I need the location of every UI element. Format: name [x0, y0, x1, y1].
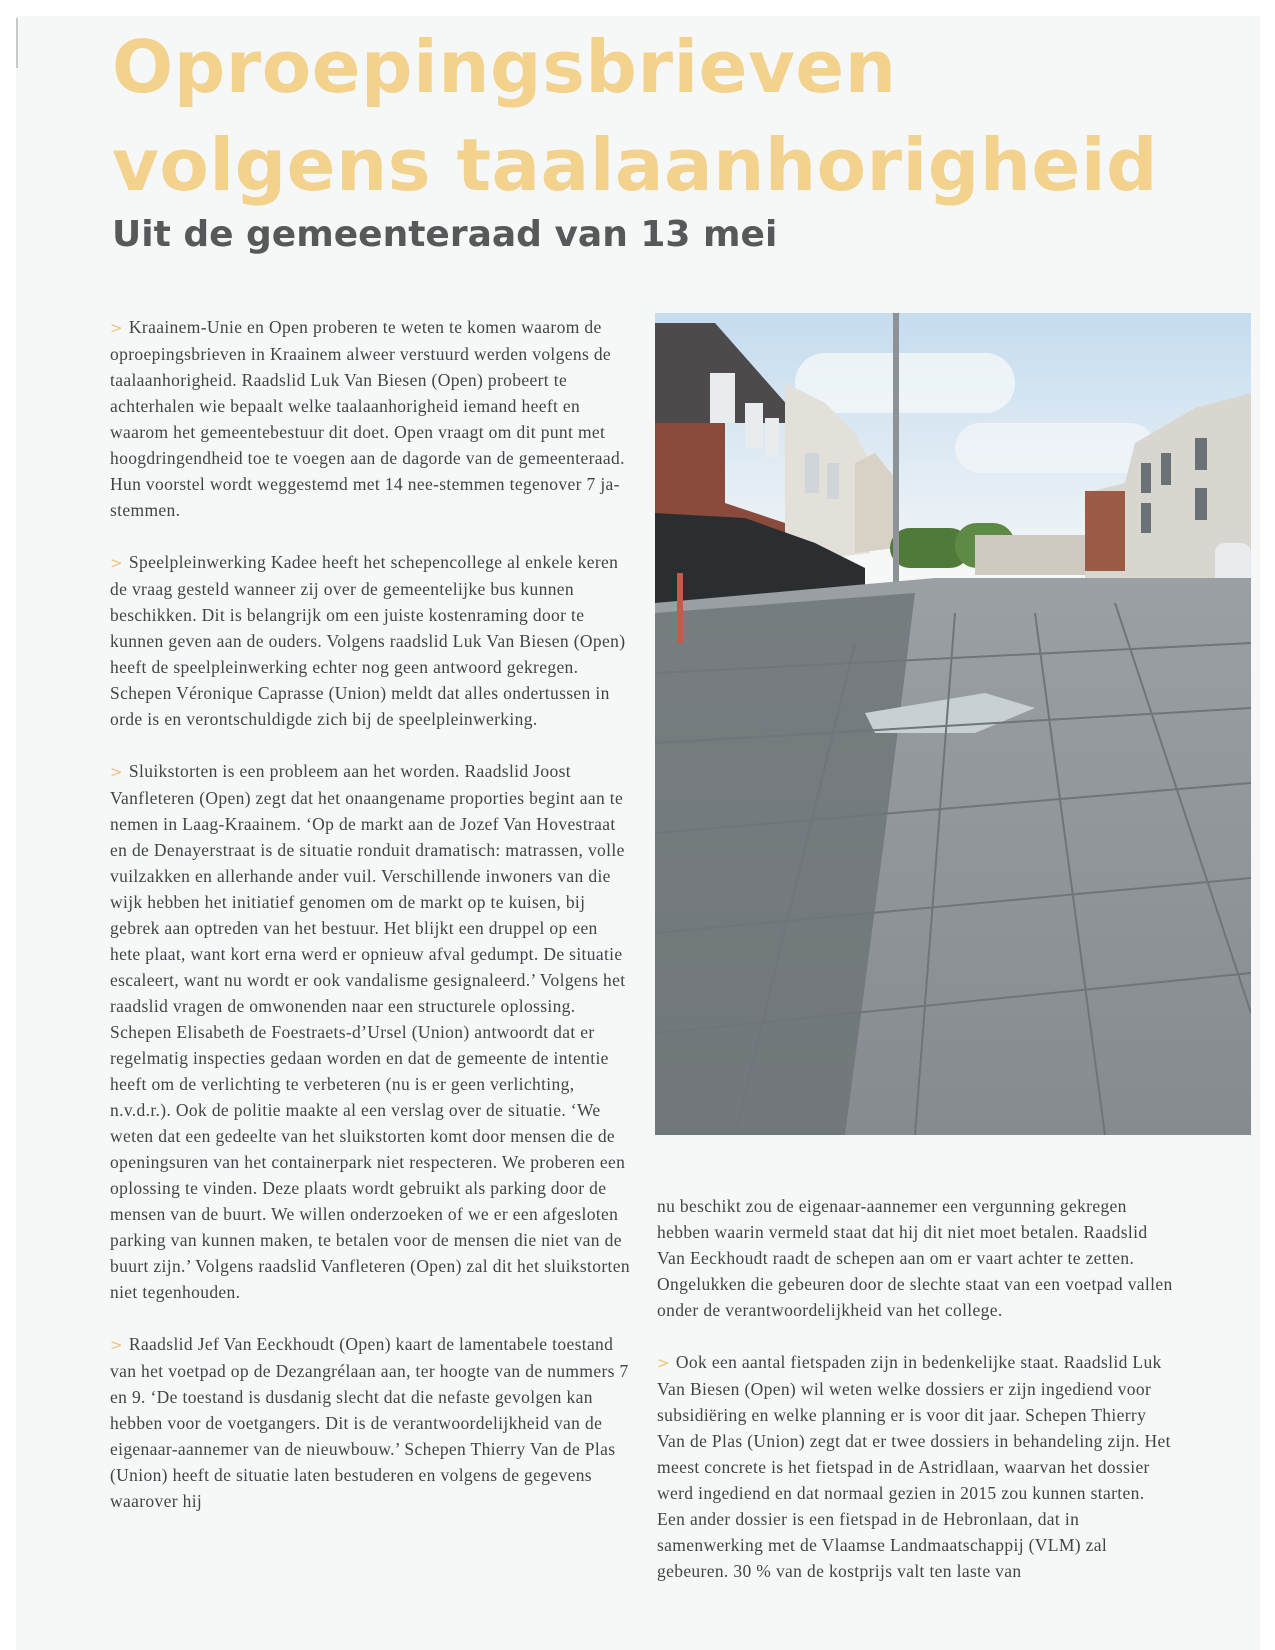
paragraph-text: Raadslid Jef Van Eeckhoudt (Open) kaart de lamentabele toestand van het voetpad op de Dezangrélaan aan, ter hoogte van de nummers 7 en 9. ‘De toestand is dusdanig slecht dat die nefaste gevolgen kan hebben voor de voetgangers. Dit is de verantwoordelijkheid van de eigenaar-aannemer van de nieuwbouw.’ Schepen Thierry Van de Plas (Union) heeft de situatie laten bestuderen en volgens de gegevens waarover hij	[110, 1334, 629, 1511]
paragraph-text: Ook een aantal fietspaden zijn in bedenkelijke staat. Raadslid Luk Van Biesen (Open) wil weten welke dossiers er zijn ingediend voor subsidiëring en welke planning er is voor dit jaar. Schepen Thierry Van de Plas (Union) zegt dat er twee dossiers in behandeling zijn. Het meest concrete is het fietspad in de Astridlaan, waarvan het dossier werd ingediend en dat normaal gezien in 2015 zou kunnen starten. Een ander dossier is een fietspad in de Hebronlaan, dat in samenwerking met de Vlaamse Landmaatschappij (VLM) zal gebeuren. 30 % van de kostprijs valt ten laste van	[657, 1352, 1171, 1581]
cloud	[795, 353, 1015, 413]
window	[745, 403, 763, 448]
article-subtitle: Uit de gemeenteraad van 13 mei	[112, 214, 778, 255]
paragraph-fietspaden	[657, 1349, 1177, 1584]
paragraph-marker-icon: >	[110, 554, 123, 572]
paragraph-marker-icon: >	[110, 763, 123, 781]
street-photo-illustration	[655, 313, 1251, 1135]
paragraph-oproepingsbrieven	[110, 314, 630, 523]
distant-houses	[975, 535, 1095, 575]
window	[1195, 488, 1207, 520]
title-line-2: volgens taalaanhorigheid	[112, 123, 1159, 207]
window	[765, 418, 779, 458]
curb-post	[677, 573, 683, 643]
right-brick-house	[1085, 491, 1125, 571]
paragraph-sluikstorten	[110, 758, 630, 1305]
paragraph-voetpad	[110, 1331, 630, 1514]
sidewalk-photo	[655, 313, 1251, 1135]
paragraph-text: Sluikstorten is een probleem aan het worden. Raadslid Joost Vanfleteren (Open) zegt dat het onaangename proporties begint aan te nemen in Laag-Kraainem. ‘Op de markt aan de Jozef Van Hovestraat en de Denayerstraat is de situatie ronduit dramatisch: matrassen, volle vuilzakken en allerhande ander vuil. Verschillende inwoners van die wijk hebben het initiatief genomen om de markt op te kuisen, bij gebrek aan optreden van het bestuur. Het blijkt een druppel op een hete plaat, want kort erna werd er opnieuw afval gedumpt. De situatie escaleert, want nu wordt er ook vandalisme gesignaleerd.’ Volgens het raadslid vragen de omwonenden naar een structurele oplossing. Schepen Elisabeth de Foestraets-d’Ursel (Union) antwoordt dat er regelmatig inspecties gedaan worden en dat de gemeente de intentie heeft om de verlichting te verbeteren (nu is er geen verlichting, n.v.d.r.). Ook de politie maakte al een verslag over de situatie. ‘We weten dat een gedeelte van het sluikstorten komt door mensen die de openingsuren van het containerpark niet respecteren. We proberen een oplossing te vinden. Deze plaats wordt gebruikt als parking door de mensen van de buurt. We willen onderzoeken of we er een afgesloten parking van kunnen maken, te betalen voor de mensen die niet van de buurt zijn.’ Volgens raadslid Vanfleteren (Open) zal dit het sluikstorten niet tegenhouden.	[110, 761, 630, 1302]
window	[1141, 503, 1151, 533]
paragraph-voetpad-continued	[657, 1193, 1177, 1323]
left-text-column	[110, 314, 630, 1650]
title-line-1: Oproepingsbrieven	[112, 25, 897, 109]
right-text-column	[657, 1193, 1177, 1650]
paragraph-text: Speelpleinwerking Kadee heeft het schepencollege al enkele keren de vraag gesteld wanneer zij over de gemeentelijke bus kunnen beschikken. Dit is belangrijk om een juiste kostenraming door te kunnen geven aan de ouders. Volgens raadslid Luk Van Biesen (Open) heeft de speelpleinwerking echter nog geen antwoord gekregen. Schepen Véronique Caprasse (Union) meldt dat alles ondertussen in orde is en verontschuldigde zich bij de speelpleinwerking.	[110, 552, 626, 729]
street-lamp-pole	[893, 313, 899, 603]
window	[827, 463, 839, 499]
window	[1195, 438, 1207, 470]
window	[1141, 463, 1151, 493]
article-title	[112, 18, 1158, 214]
window	[805, 453, 819, 493]
dormer-window	[710, 373, 735, 423]
paragraph-marker-icon: >	[110, 319, 123, 337]
paragraph-marker-icon: >	[657, 1354, 670, 1372]
paragraph-speelpleinwerking	[110, 549, 630, 732]
paragraph-marker-icon: >	[110, 1336, 123, 1354]
paragraph-text: nu beschikt zou de eigenaar-aannemer een vergunning gekregen hebben waarin vermeld staat dat hij dit niet moet betalen. Raadslid Van Eeckhoudt raadt de schepen aan om er vaart achter te zetten. Ongelukken die gebeuren door de slechte staat van een voetpad vallen onder de verantwoordelijkheid van het college.	[657, 1196, 1173, 1320]
cloud	[955, 423, 1155, 473]
window	[1161, 453, 1171, 485]
paragraph-text: Kraainem-Unie en Open proberen te weten te komen waarom de oproepingsbrieven in Kraainem alweer verstuurd werden volgens de taalaanhorigheid. Raadslid Luk Van Biesen (Open) probeert te achterhalen wie bepaalt welke taalaanhorigheid iemand heeft en waarom het gemeentebestuur dit doet. Open vraagt om dit punt met hoogdringendheid toe te voegen aan de dagorde van de gemeenteraad. Hun voorstel wordt weggestemd met 14 nee-stemmen tegenover 7 ja-stemmen.	[110, 317, 625, 520]
scan-edge-line	[16, 18, 18, 68]
